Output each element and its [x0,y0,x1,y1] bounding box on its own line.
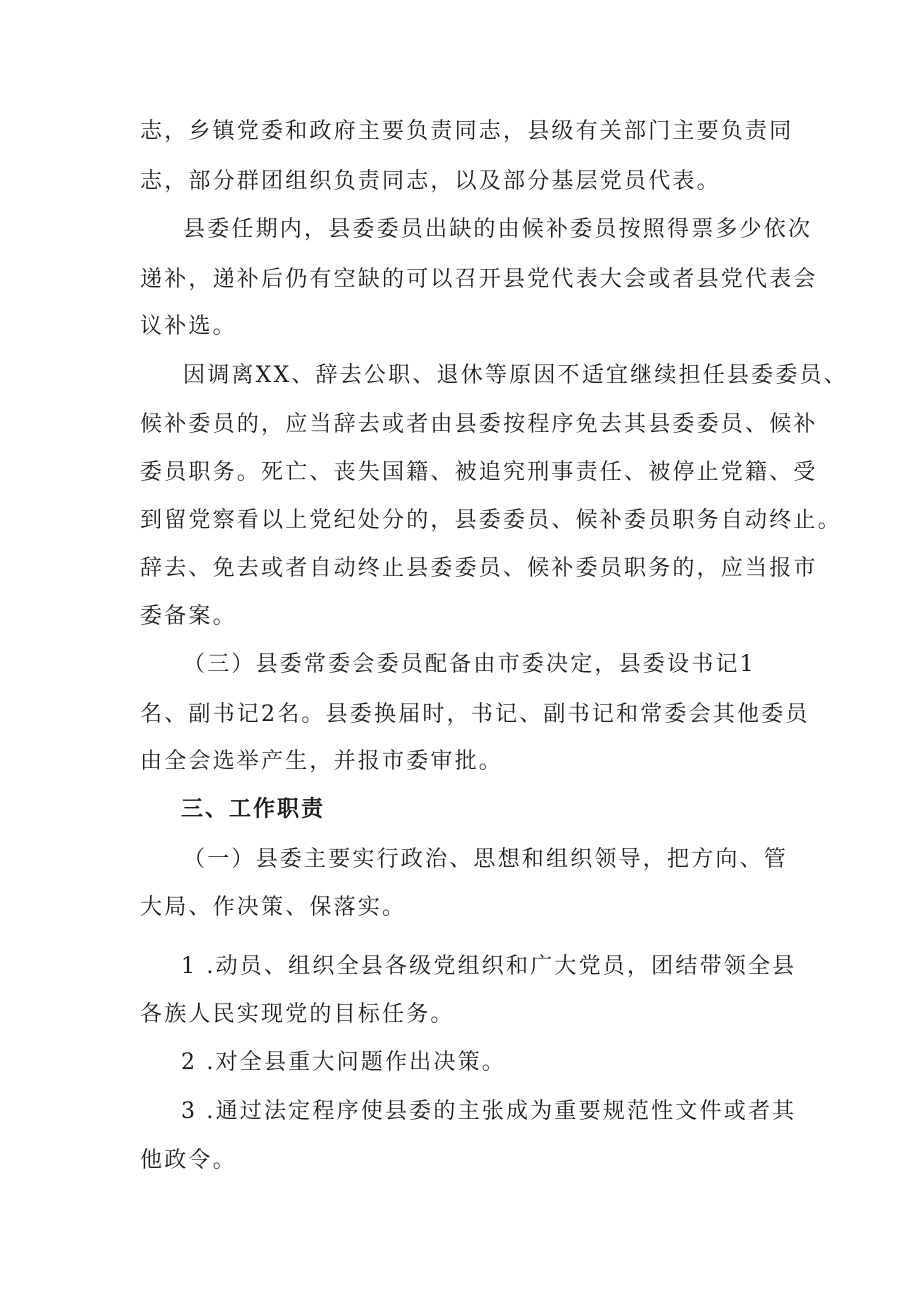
paragraph-line: 递补，递补后仍有空缺的可以召开县党代表大会或者县党代表会 [140,267,818,292]
paragraph-line: 由全会选举产生，并报市委审批。 [140,749,504,774]
paragraph-line: 委备案。 [140,604,237,629]
paragraph-line: 议补选。 [140,314,237,339]
list-item-line: 各族人民实现党的目标任务。 [140,1002,455,1027]
paragraph-line: （一）县委主要实行政治、思想和组织领导，把方向、管 [183,847,789,872]
list-item-line: 1 .动员、组织全县各级党组织和广大党员，团结带领全县 [181,954,797,979]
list-item-line: 他政令。 [140,1148,237,1173]
paragraph-line: 名、副书记2名。县委换届时，书记、副书记和常委会其他委员 [140,702,810,727]
paragraph-line: 候补委员的，应当辞去或者由县委按程序免去其县委委员、候补 [140,412,818,437]
paragraph-line: 志，乡镇党委和政府主要负责同志，县级有关部门主要负责同 [140,119,794,144]
paragraph-line: 辞去、免去或者自动终止县委委员、候补委员职务的，应当报市 [140,556,818,581]
list-item-line: 2 .对全县重大问题作出决策。 [181,1050,506,1075]
paragraph-line: 因调离XX、辞去公职、退休等原因不适宜继续担任县委委员、 [183,363,848,388]
paragraph-line: （三）县委常委会委员配备由市委决定，县委设书记1 [183,652,756,677]
paragraph-line: 委员职务。死亡、丧失国籍、被追究刑事责任、被停止党籍、受 [140,460,818,485]
paragraph-line: 志，部分群团组织负责同志，以及部分基层党员代表。 [140,169,721,194]
section-heading: 三、工作职责 [181,797,326,822]
list-item-line: 3 .通过法定程序使县委的主张成为重要规范性文件或者其 [181,1099,797,1124]
paragraph-line: 县委任期内，县委委员出缺的由候补委员按照得票多少依次 [183,217,813,242]
paragraph-line: 大局、作决策、保落实。 [140,895,407,920]
paragraph-line: 到留党察看以上党纪处分的，县委委员、候补委员职务自动终止。 [140,508,842,533]
